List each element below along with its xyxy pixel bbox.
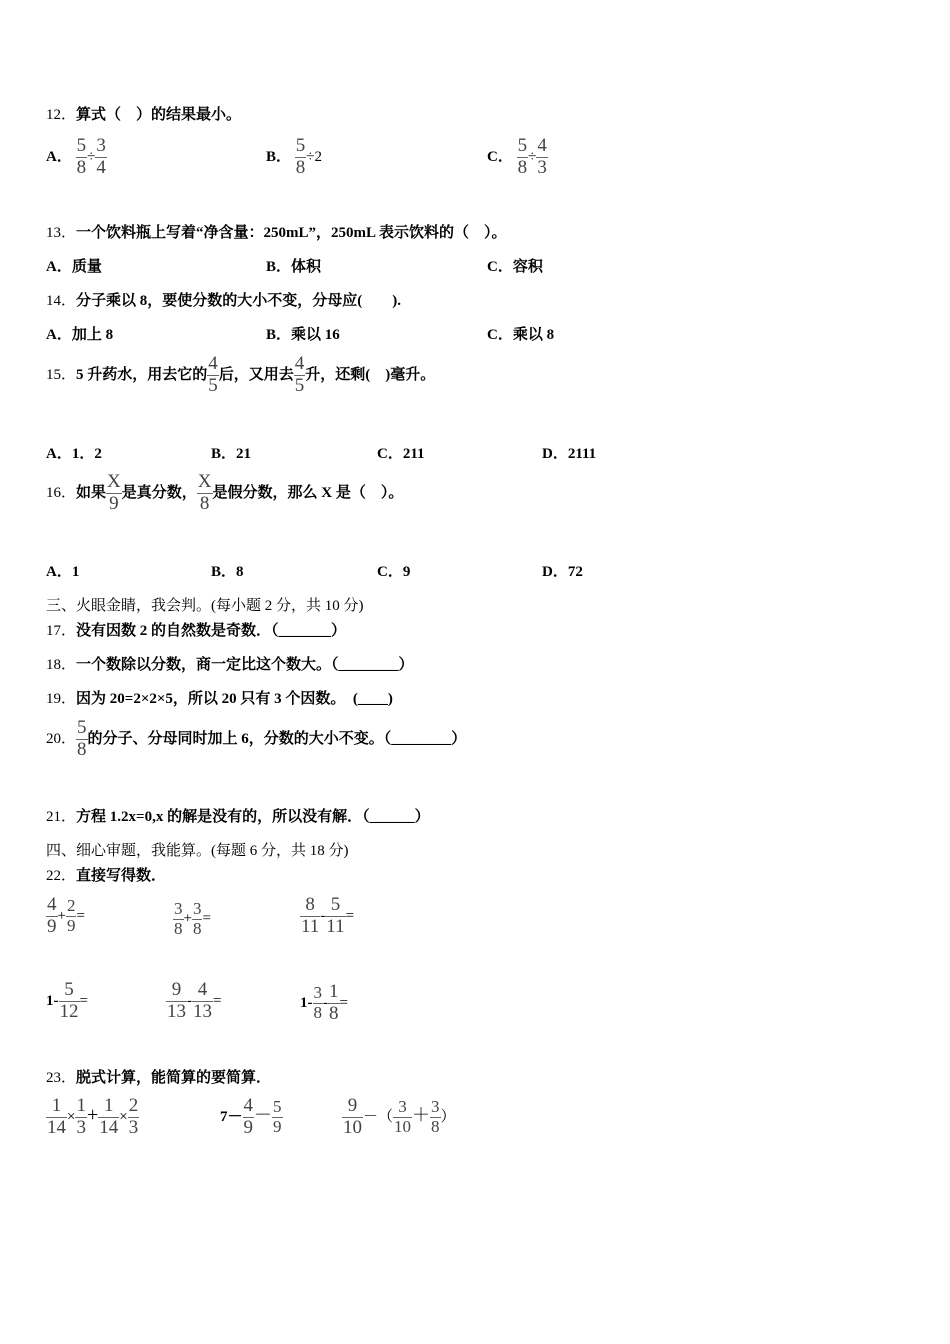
q16-option-d[interactable]: D．72 bbox=[542, 564, 583, 580]
q13-option-c[interactable]: C．容积 bbox=[487, 259, 543, 275]
q12-stem: 12．算式（ ）的结果最小。 bbox=[46, 107, 242, 123]
q14-option-b[interactable]: B．乘以 16 bbox=[266, 327, 340, 343]
q16-option-c[interactable]: C．9 bbox=[377, 564, 411, 580]
fraction: $\frac{1}{14}$ bbox=[47, 1095, 66, 1138]
q12-option-a[interactable]: A． $\frac{5}{8}$ ÷ $\frac{3}{4}$ bbox=[46, 135, 106, 178]
fraction: $\frac{4}{9}$ bbox=[47, 894, 57, 937]
q13-stem: 13．一个饮料瓶上写着“净含量：250mL”，250mL 表示饮料的（ ）。 bbox=[46, 225, 507, 241]
fraction: $\frac{9}{13}$ bbox=[167, 979, 186, 1022]
q22-expr-4: 1- $\frac{5}{12}$ = bbox=[46, 979, 88, 1022]
q19: 19．因为 20=2×2×5，所以 20 只有 3 个因数。 (____) bbox=[46, 691, 393, 707]
fraction: $\frac{4}{13}$ bbox=[193, 979, 212, 1022]
q18: 18．一个数除以分数，商一定比这个数大。（________） bbox=[46, 657, 414, 673]
q22-expr-1: $\frac{4}{9}$ + $\frac{2}{9}$ = bbox=[47, 894, 85, 937]
fraction: $\frac{4}{9}$ bbox=[243, 1095, 254, 1138]
q15-option-b[interactable]: B．21 bbox=[211, 446, 252, 462]
q23-expr-3: $\frac{9}{10}$ －（ $\frac{3}{10}$ ＋ $\frac{3}{8}$ ） bbox=[343, 1095, 456, 1138]
fraction: $\frac{5}{8}$ bbox=[76, 135, 87, 178]
fraction: $\frac{3}{8}$ bbox=[431, 1097, 440, 1136]
q20: 20． $\frac{5}{8}$ 的分子、分母同时加上 6，分数的大小不变。（________） bbox=[46, 717, 467, 760]
fraction: $\frac{5}{8}$ bbox=[517, 135, 528, 178]
q14-option-a[interactable]: A．加上 8 bbox=[46, 327, 114, 343]
fraction: $\frac{3}{8}$ bbox=[313, 983, 322, 1022]
q12-option-b[interactable]: B． $\frac{5}{8}$ ÷2 bbox=[266, 135, 322, 178]
q21: 21．方程 1.2x=0,x 的解是没有的，所以没有解．（______） bbox=[46, 809, 430, 825]
fraction: $\frac{5}{9}$ bbox=[273, 1097, 282, 1136]
fraction: $\frac{1}{3}$ bbox=[76, 1095, 86, 1138]
q23-expr-2: 7－ $\frac{4}{9}$ － $\frac{5}{9}$ bbox=[220, 1095, 282, 1138]
q13-option-b[interactable]: B．体积 bbox=[266, 259, 322, 275]
fraction: $\frac{5}{11}$ bbox=[326, 894, 345, 937]
fraction: $\frac{5}{8}$ bbox=[295, 135, 306, 178]
fraction: $\frac{1}{8}$ bbox=[329, 981, 339, 1024]
fraction: $\frac{3}{8}$ bbox=[192, 899, 202, 938]
q16-option-a[interactable]: A．1 bbox=[46, 564, 80, 580]
q15-option-c[interactable]: C．211 bbox=[377, 446, 425, 462]
fraction: $\frac{X}{9}$ bbox=[107, 471, 121, 514]
fraction: $\frac{8}{11}$ bbox=[301, 894, 320, 937]
fraction: $\frac{1}{14}$ bbox=[99, 1095, 119, 1138]
fraction: $\frac{5}{12}$ bbox=[59, 979, 79, 1022]
q15-option-d[interactable]: D．2111 bbox=[542, 446, 597, 462]
fraction: $\frac{2}{3}$ bbox=[128, 1095, 139, 1138]
fraction: $\frac{5}{8}$ bbox=[77, 717, 87, 760]
fraction: $\frac{3}{8}$ bbox=[174, 899, 183, 938]
fraction: $\frac{4}{3}$ bbox=[537, 135, 547, 178]
q22-expr-3: $\frac{8}{11}$ - $\frac{5}{11}$ = bbox=[301, 894, 355, 937]
fraction: $\frac{X}{8}$ bbox=[197, 471, 212, 514]
fraction: $\frac{3}{10}$ bbox=[394, 1097, 412, 1136]
q13-option-a[interactable]: A．质量 bbox=[46, 259, 102, 275]
q22-expr-6: 1- $\frac{3}{8}$ - $\frac{1}{8}$ = bbox=[300, 981, 348, 1024]
q16-stem: 16．如果 $\frac{X}{9}$ 是真分数， $\frac{X}{8}$ 是假分数，那么 X 是（ ）。 bbox=[46, 471, 404, 514]
q12-option-c[interactable]: C． $\frac{5}{8}$ ÷ $\frac{4}{3}$ bbox=[487, 135, 547, 178]
q17: 17．没有因数 2 的自然数是奇数．（_______） bbox=[46, 623, 347, 639]
section-4-heading: 四、细心审题，我能算。(每题 6 分，共 18 分) bbox=[46, 843, 349, 859]
section-3-heading: 三、火眼金睛，我会判。(每小题 2 分，共 10 分) bbox=[46, 598, 364, 614]
fraction: $\frac{4}{5}$ bbox=[208, 353, 218, 396]
fraction: $\frac{2}{9}$ bbox=[66, 896, 76, 935]
q22-expr-2: $\frac{3}{8}$ + $\frac{3}{8}$ = bbox=[174, 899, 211, 938]
fraction: $\frac{9}{10}$ bbox=[343, 1095, 362, 1138]
q22-expr-5: $\frac{9}{13}$ - $\frac{4}{13}$ = bbox=[167, 979, 222, 1022]
q16-option-b[interactable]: B．8 bbox=[211, 564, 244, 580]
q23-stem: 23．脱式计算，能简算的要简算． bbox=[46, 1070, 272, 1086]
q23-expr-1: $\frac{1}{14}$ × $\frac{1}{3}$ + $\frac{1}{14}$ × $\frac{2}{3}$ bbox=[47, 1095, 139, 1138]
fraction: $\frac{3}{4}$ bbox=[96, 135, 106, 178]
q14-option-c[interactable]: C．乘以 8 bbox=[487, 327, 555, 343]
q22-stem: 22．直接写得数． bbox=[46, 868, 167, 884]
q15-stem: 15．5 升药水，用去它的 $\frac{4}{5}$ 后，又用去 $\frac{4}{5}$ 升，还剩( )毫升。 bbox=[46, 353, 436, 396]
fraction: $\frac{4}{5}$ bbox=[294, 353, 305, 396]
q15-option-a[interactable]: A．1．2 bbox=[46, 446, 102, 462]
q14-stem: 14．分子乘以 8，要使分数的大小不变，分母应( ). bbox=[46, 293, 402, 309]
